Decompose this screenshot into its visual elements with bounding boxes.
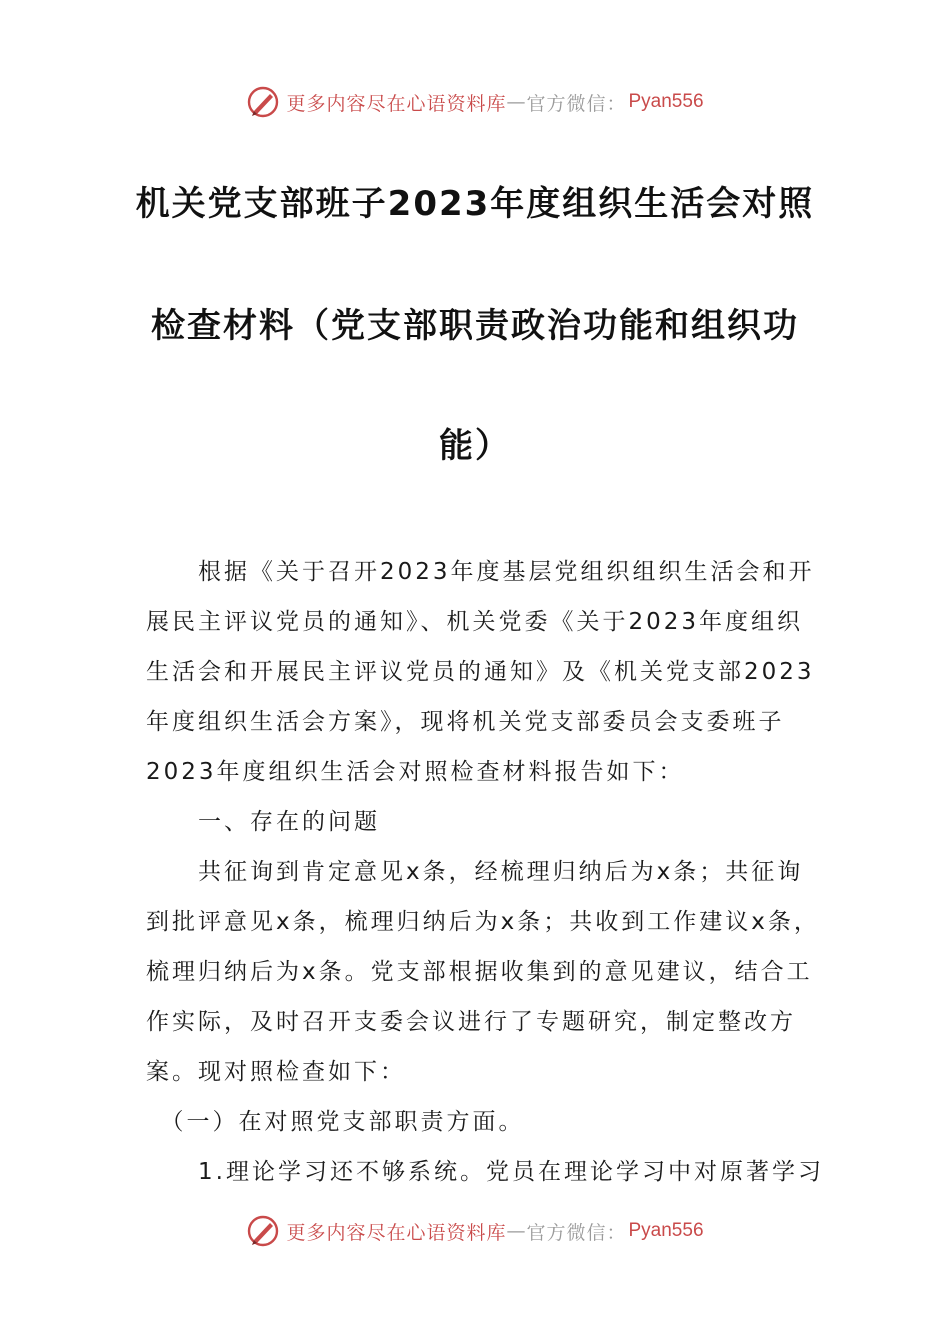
body-line: 生活会和开展民主评议党员的通知》及《机关党支部2023 [146, 659, 815, 685]
watermark-main-text: 更多内容尽在心语资料库 [286, 92, 507, 115]
body-line: 共征询到肯定意见x条，经梳理归纳后为x条；共征询 [146, 859, 804, 885]
document-title-line-3: 能） [439, 426, 511, 466]
document-title-line-2: 检查材料（党支部职责政治功能和组织功 [151, 306, 799, 346]
pen-logo-icon [246, 1214, 280, 1248]
watermark-separator: — [506, 1220, 527, 1242]
watermark-official-label: 官方微信： [526, 92, 627, 115]
pen-logo-icon [246, 85, 280, 119]
subsection-heading: （一）在对照党支部职责方面。 [146, 1109, 525, 1135]
body-line: 1.理论学习还不够系统。党员在理论学习中对原著学习 [146, 1159, 824, 1185]
body-line: 2023年度组织生活会对照检查材料报告如下： [146, 759, 685, 785]
section-heading: 一、存在的问题 [146, 809, 380, 835]
body-line: 作实际，及时召开支委会议进行了专题研究，制定整改方 [146, 1009, 796, 1035]
document-title-line-1: 机关党支部班子2023年度组织生活会对照 [135, 184, 815, 224]
watermark-wechat-id: Pyan556 [628, 1220, 704, 1241]
body-line: 展民主评议党员的通知》、机关党委《关于2023年度组织 [146, 609, 804, 635]
header-watermark [0, 82, 950, 122]
watermark-official-label: 官方微信： [526, 1221, 627, 1244]
body-line: 年度组织生活会方案》，现将机关党支部委员会支委班子 [146, 709, 785, 735]
body-line: 到批评意见x条，梳理归纳后为x条；共收到工作建议x条， [146, 909, 820, 935]
watermark-main-text: 更多内容尽在心语资料库 [286, 1221, 507, 1244]
body-line: 根据《关于召开2023年度基层党组织组织生活会和开 [146, 559, 815, 585]
watermark-separator: — [506, 91, 527, 113]
watermark-wechat-id: Pyan556 [628, 91, 704, 112]
body-line: 案。现对照检查如下： [146, 1059, 406, 1085]
footer-watermark [0, 1211, 950, 1251]
body-line: 梳理归纳后为x条。党支部根据收集到的意见建议，结合工 [146, 959, 813, 985]
